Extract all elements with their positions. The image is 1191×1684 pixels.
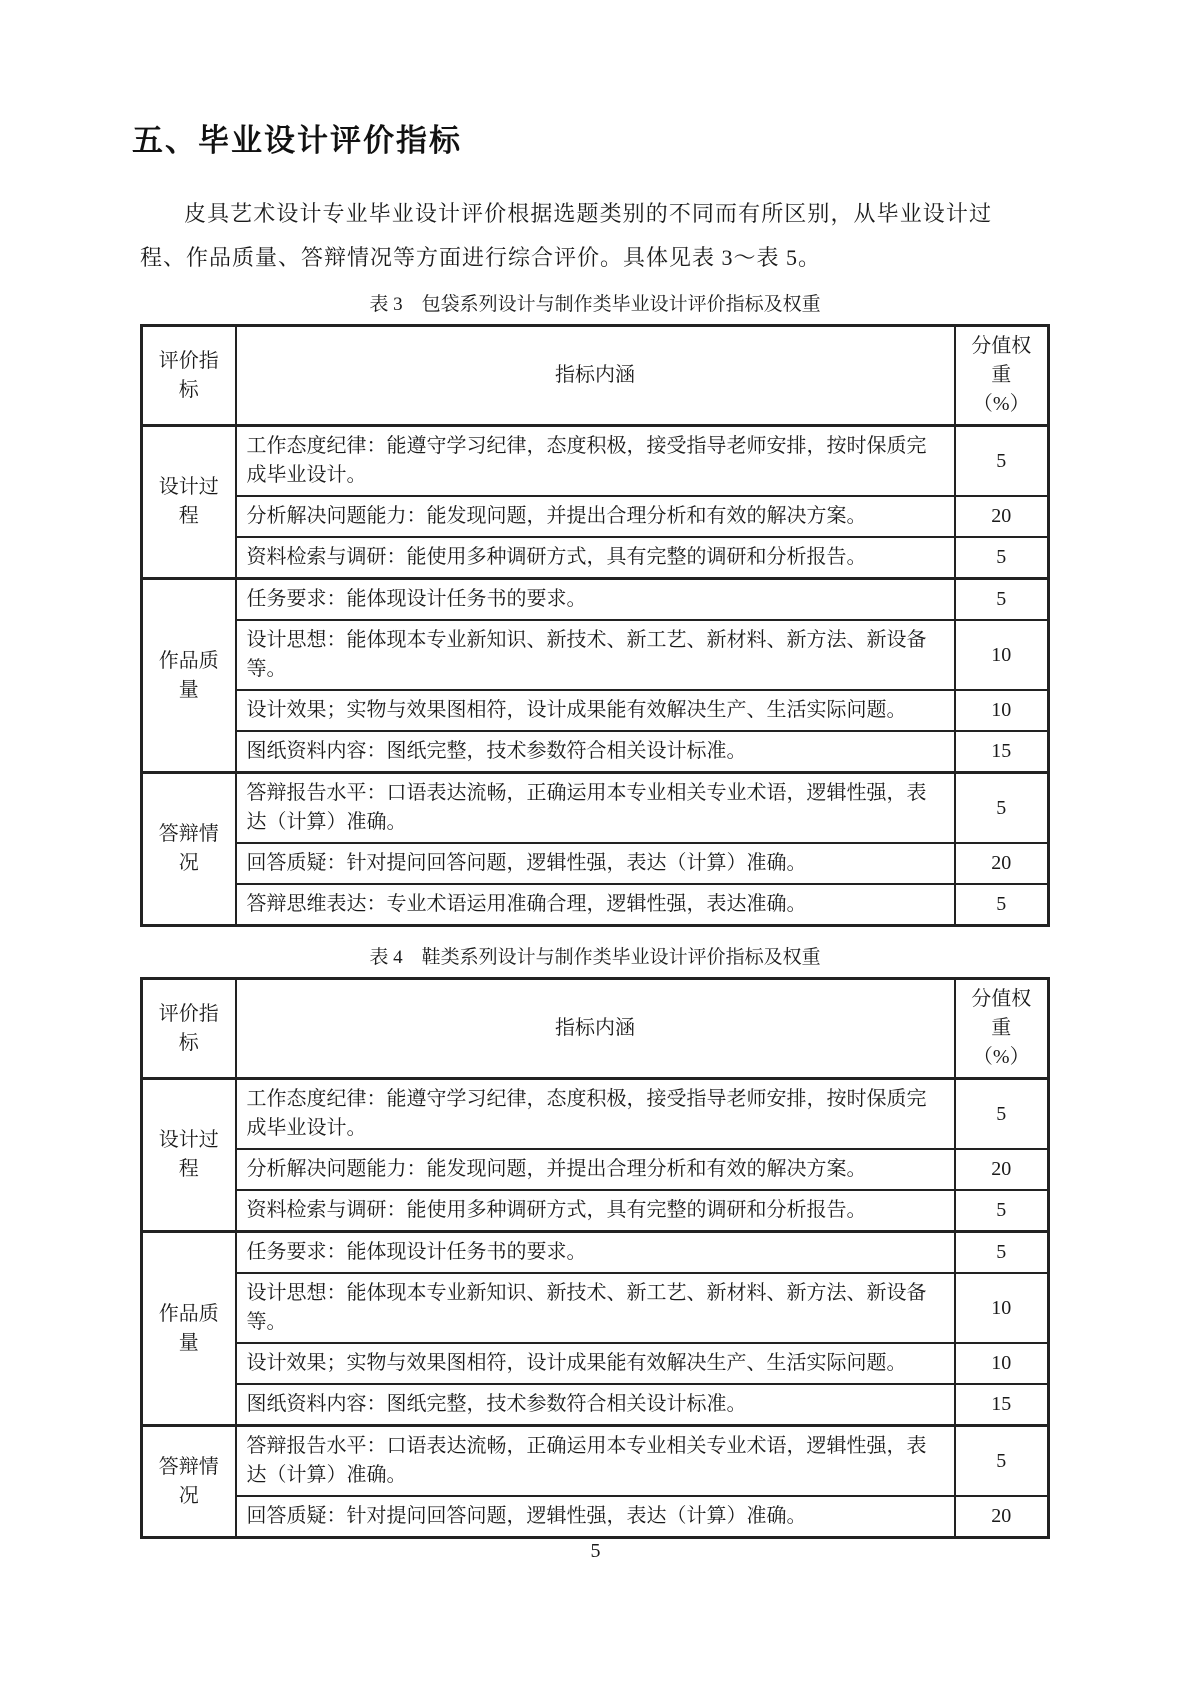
header-weight-label: 分值权重 xyxy=(971,335,1032,386)
indicator-content-cell: 图纸资料内容：图纸完整，技术参数符合相关设计标准。 xyxy=(236,731,955,773)
table-row xyxy=(142,1149,1049,1190)
weight-value-cell: 15 xyxy=(955,1384,1049,1426)
table-row xyxy=(142,537,1049,579)
header-weight xyxy=(955,979,1049,1079)
header-category: 评价指标 xyxy=(142,979,236,1079)
indicator-content-cell: 答辩报告水平：口语表达流畅，正确运用本专业相关专业术语，逻辑性强，表达（计算）准确。 xyxy=(236,773,955,844)
table-row xyxy=(142,1079,1049,1150)
table4-evaluation xyxy=(140,977,1050,1539)
indicator-content-cell: 设计效果；实物与效果图相符，设计成果能有效解决生产、生活实际问题。 xyxy=(236,1343,955,1384)
indicator-content-cell: 回答质疑：针对提问回答问题，逻辑性强，表达（计算）准确。 xyxy=(236,843,955,884)
table-row xyxy=(142,1190,1049,1232)
header-row xyxy=(142,326,1049,426)
indicator-content-cell: 设计效果；实物与效果图相符，设计成果能有效解决生产、生活实际问题。 xyxy=(236,690,955,731)
indicator-content-cell: 资料检索与调研：能使用多种调研方式，具有完整的调研和分析报告。 xyxy=(236,1190,955,1232)
section-heading: 五、毕业设计评价指标 xyxy=(132,123,462,158)
indicator-content-cell: 回答质疑：针对提问回答问题，逻辑性强，表达（计算）准确。 xyxy=(236,1496,955,1538)
weight-value-cell: 10 xyxy=(955,620,1049,690)
indicator-content-cell: 任务要求：能体现设计任务书的要求。 xyxy=(236,1232,955,1274)
weight-value-cell: 5 xyxy=(955,426,1049,497)
header-row xyxy=(142,979,1049,1079)
table-row xyxy=(142,773,1049,844)
table-row xyxy=(142,579,1049,621)
table4-caption: 表 4 鞋类系列设计与制作类毕业设计评价指标及权重 xyxy=(369,947,821,968)
table-row xyxy=(142,690,1049,731)
table3-caption: 表 3 包袋系列设计与制作类毕业设计评价指标及权重 xyxy=(369,294,821,315)
weight-value-cell: 5 xyxy=(955,884,1049,926)
page-number: 5 xyxy=(590,1540,601,1562)
table-row xyxy=(142,496,1049,537)
category-cell: 作品质量 xyxy=(142,1232,236,1426)
intro-paragraph: 皮具艺术设计专业毕业设计评价根据选题类别的不同而有所区别，从毕业设计过程、作品质量、答辩情况等方面进行综合评价。具体见表 3～表 5。 xyxy=(140,201,992,270)
table3-evaluation xyxy=(140,324,1050,927)
weight-value-cell: 10 xyxy=(955,1273,1049,1343)
indicator-content-cell: 设计思想：能体现本专业新知识、新技术、新工艺、新材料、新方法、新设备等。 xyxy=(236,1273,955,1343)
weight-value-cell: 5 xyxy=(955,773,1049,844)
table-row xyxy=(142,1496,1049,1538)
table-row xyxy=(142,843,1049,884)
indicator-content-cell: 任务要求：能体现设计任务书的要求。 xyxy=(236,579,955,621)
weight-value-cell: 5 xyxy=(955,1232,1049,1274)
table-row xyxy=(142,1343,1049,1384)
weight-value-cell: 5 xyxy=(955,579,1049,621)
indicator-content-cell: 工作态度纪律：能遵守学习纪律，态度积极，接受指导老师安排，按时保质完成毕业设计。 xyxy=(236,426,955,497)
header-content: 指标内涵 xyxy=(236,979,955,1079)
weight-value-cell: 15 xyxy=(955,731,1049,773)
weight-value-cell: 10 xyxy=(955,1343,1049,1384)
header-category: 评价指标 xyxy=(142,326,236,426)
weight-value-cell: 5 xyxy=(955,1426,1049,1497)
header-weight xyxy=(955,326,1049,426)
weight-value-cell: 20 xyxy=(955,1149,1049,1190)
indicator-content-cell: 资料检索与调研：能使用多种调研方式，具有完整的调研和分析报告。 xyxy=(236,537,955,579)
indicator-content-cell: 工作态度纪律：能遵守学习纪律，态度积极，接受指导老师安排，按时保质完成毕业设计。 xyxy=(236,1079,955,1150)
header-weight-unit: （%） xyxy=(972,1046,1030,1068)
category-cell: 作品质量 xyxy=(142,579,236,773)
indicator-content-cell: 图纸资料内容：图纸完整，技术参数符合相关设计标准。 xyxy=(236,1384,955,1426)
weight-value-cell: 20 xyxy=(955,1496,1049,1538)
weight-value-cell: 20 xyxy=(955,843,1049,884)
weight-value-cell: 20 xyxy=(955,496,1049,537)
table-row xyxy=(142,1232,1049,1274)
category-cell: 设计过程 xyxy=(142,426,236,579)
table-row xyxy=(142,620,1049,690)
weight-value-cell: 5 xyxy=(955,1079,1049,1150)
category-cell: 设计过程 xyxy=(142,1079,236,1232)
indicator-content-cell: 分析解决问题能力：能发现问题，并提出合理分析和有效的解决方案。 xyxy=(236,1149,955,1190)
header-weight-unit: （%） xyxy=(972,393,1030,415)
indicator-content-cell: 分析解决问题能力：能发现问题，并提出合理分析和有效的解决方案。 xyxy=(236,496,955,537)
weight-value-cell: 5 xyxy=(955,537,1049,579)
table-row xyxy=(142,426,1049,497)
table-row xyxy=(142,1426,1049,1497)
weight-value-cell: 5 xyxy=(955,1190,1049,1232)
table-row xyxy=(142,1384,1049,1426)
table-row xyxy=(142,1273,1049,1343)
category-cell: 答辩情况 xyxy=(142,773,236,926)
table-row xyxy=(142,731,1049,773)
header-weight-label: 分值权重 xyxy=(971,988,1032,1039)
indicator-content-cell: 答辩报告水平：口语表达流畅，正确运用本专业相关专业术语，逻辑性强，表达（计算）准确。 xyxy=(236,1426,955,1497)
weight-value-cell: 10 xyxy=(955,690,1049,731)
indicator-content-cell: 设计思想：能体现本专业新知识、新技术、新工艺、新材料、新方法、新设备等。 xyxy=(236,620,955,690)
indicator-content-cell: 答辩思维表达：专业术语运用准确合理，逻辑性强，表达准确。 xyxy=(236,884,955,926)
table-row xyxy=(142,884,1049,926)
header-content: 指标内涵 xyxy=(236,326,955,426)
category-cell: 答辩情况 xyxy=(142,1426,236,1538)
